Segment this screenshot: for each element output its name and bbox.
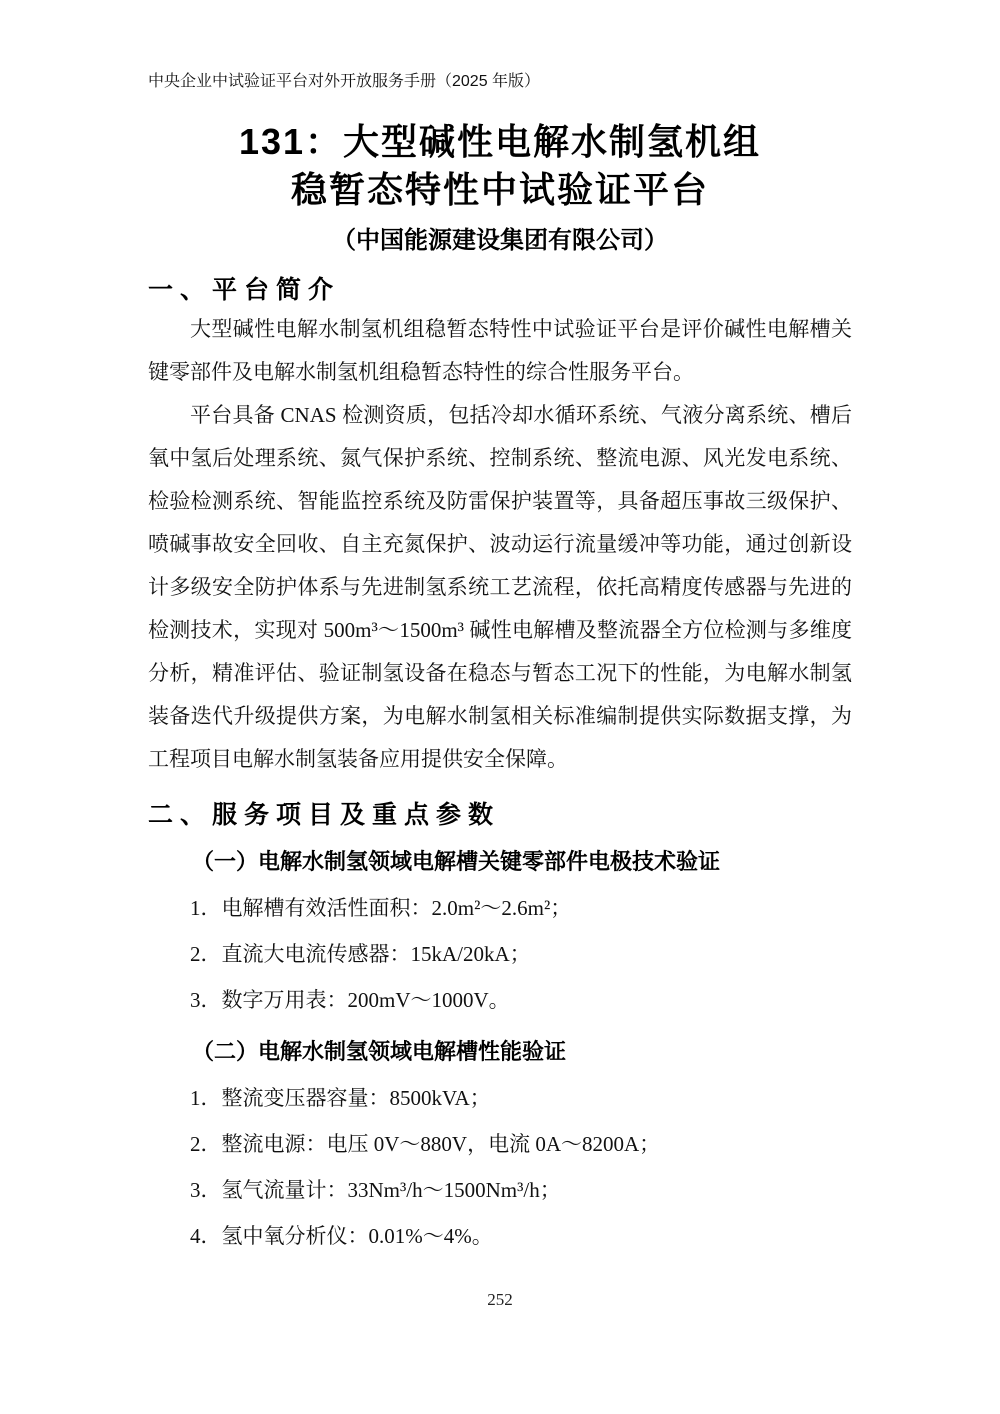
intro-paragraph-2: 平台具备 CNAS 检测资质，包括冷却水循环系统、气液分离系统、槽后氧中氢后处理系统、氮气保护系统、控制系统、整流电源、风光发电系统、检验检测系统、智能监控系统及防雷保护装置等，具备超压事故三级保护、喷碱事故安全回收、自主充氮保护、波动运行流量缓冲等功能，通过创新设计多级安全防护体系与先进制氢系统工艺流程，依托高精度传感器与先进的检测技术，实现对 500m³～1500m³ 碱性电解槽及整流器全方位检测与多维度分析，精准评估、验证制氢设备在稳态与暂态工况下的性能，为电解水制氢装备迭代升级提供方案，为电解水制氢相关标准编制提供实际数据支撑，为工程项目电解水制氢装备应用提供安全保障。 xyxy=(148,403,852,771)
section-heading-services: 二、服务项目及重点参数 xyxy=(148,802,501,829)
subsection-2-item: 4．氢中氧分析仪：0.01%～4%。 xyxy=(190,1224,493,1248)
page-number: 252 xyxy=(487,1290,513,1309)
page-title-line2: 稳暂态特性中试验证平台 xyxy=(290,169,709,210)
subsection-1-item: 1．电解槽有效活性面积：2.0m²～2.6m²； xyxy=(190,896,572,920)
subsection-2-item: 2．整流电源：电压 0V～880V，电流 0A～8200A； xyxy=(190,1132,661,1156)
booklet-header: 中央企业中试验证平台对外开放服务手册（2025 年版） xyxy=(148,73,541,90)
organization-name: （中国能源建设集团有限公司） xyxy=(332,227,668,254)
subsection-2-item: 3．氢气流量计：33Nm³/h～1500Nm³/h； xyxy=(190,1178,561,1202)
subsection-1-item: 2．直流大电流传感器：15kA/20kA； xyxy=(190,942,531,966)
section-heading-intro: 一、平台简介 xyxy=(148,277,341,304)
page-title-line1: 131：大型碱性电解水制氢机组 xyxy=(238,121,762,162)
intro-paragraph-1: 大型碱性电解水制氢机组稳暂态特性中试验证平台是评价碱性电解槽关键零部件及电解水制氢机组稳暂态特性的综合性服务平台。 xyxy=(148,317,852,384)
page-title xyxy=(148,118,852,214)
subsection-1-heading: （一）电解水制氢领域电解槽关键零部件电极技术验证 xyxy=(192,849,721,874)
subsection-1-item: 3．数字万用表：200mV～1000V。 xyxy=(190,988,510,1012)
subsection-2-item: 1．整流变压器容量：8500kVA； xyxy=(190,1086,491,1110)
subsection-2-heading: （二）电解水制氢领域电解槽性能验证 xyxy=(192,1039,567,1064)
